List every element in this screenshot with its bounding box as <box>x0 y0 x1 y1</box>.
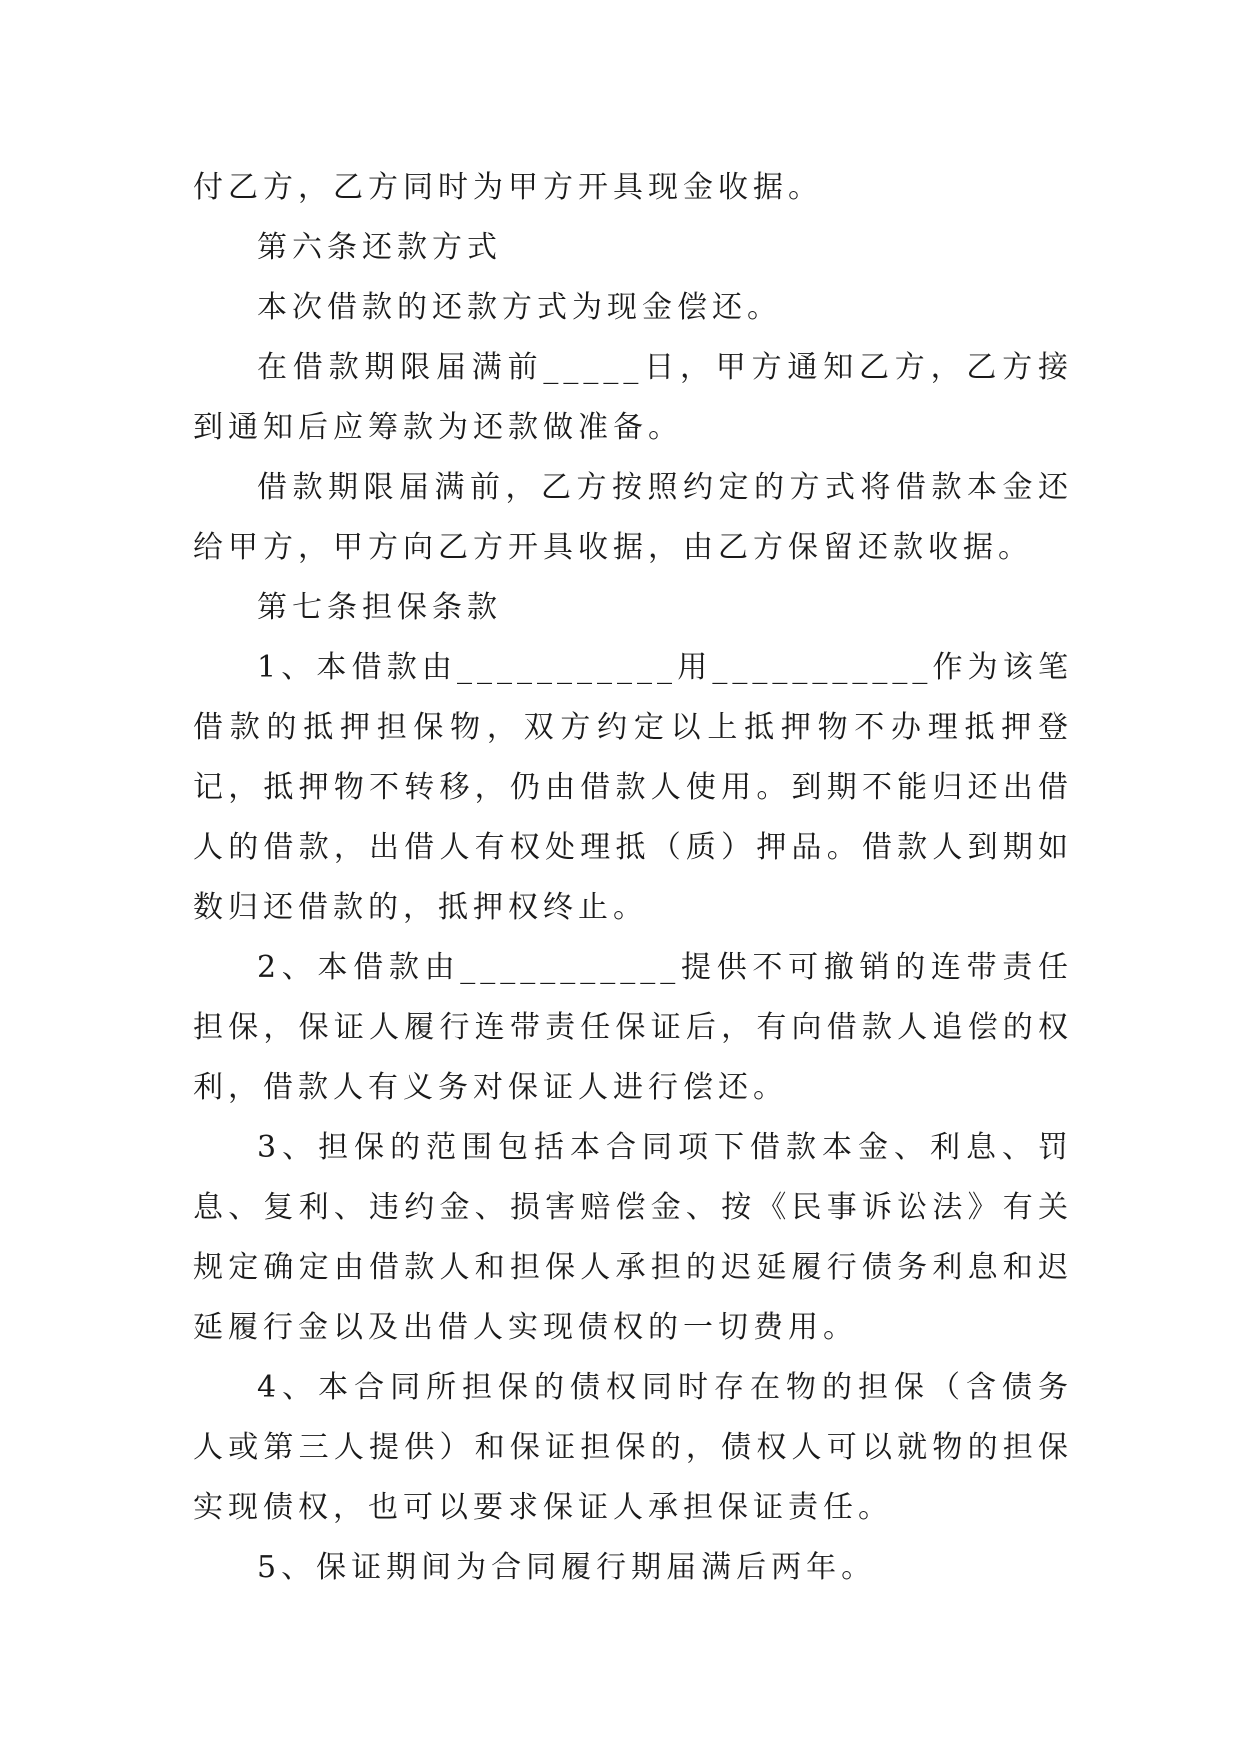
paragraph-repayment-method: 本次借款的还款方式为现金偿还。 <box>257 290 782 325</box>
clause-4-security: 4、本合同所担保的债权同时存在物的担保（含债务人或第三人提供）和保证担保的，债权人可以就物的担保实现债权，也可以要求保证人承担保证责任。 <box>193 1370 1073 1525</box>
clause-3-scope: 3、担保的范围包括本合同项下借款本金、利息、罚息、复利、违约金、损害赔偿金、按《民事诉讼法》有关规定确定由借款人和担保人承担的迟延履行债务利息和迟延履行金以及出借人实现债权的一切费用。 <box>193 1130 1073 1345</box>
paragraph-repayment-notice: 在借款期限届满前_____日，甲方通知乙方，乙方接到通知后应筹款为还款做准备。 <box>193 350 1073 445</box>
article-6-heading: 第六条还款方式 <box>257 230 502 265</box>
clause-5-period: 5、保证期间为合同履行期届满后两年。 <box>257 1550 877 1585</box>
clause-1-mortgage: 1、本借款由___________用___________作为该笔借款的抵押担保物，双方约定以上抵押物不办理抵押登记，抵押物不转移，仍由借款人使用。到期不能归还出借人的借款，出借人有权处理抵（质）押品。借款人到期如数归还借款的，抵押权终止。 <box>193 650 1073 925</box>
paragraph-repayment-receipt: 借款期限届满前，乙方按照约定的方式将借款本金还给甲方，甲方向乙方开具收据，由乙方保留还款收据。 <box>193 470 1073 565</box>
document-body <box>193 158 1073 1598</box>
paragraph-continuation: 付乙方，乙方同时为甲方开具现金收据。 <box>193 170 823 205</box>
clause-2-guarantee: 2、本借款由___________提供不可撤销的连带责任担保，保证人履行连带责任保证后，有向借款人追偿的权利，借款人有义务对保证人进行偿还。 <box>193 950 1073 1105</box>
article-7-heading: 第七条担保条款 <box>257 590 502 625</box>
